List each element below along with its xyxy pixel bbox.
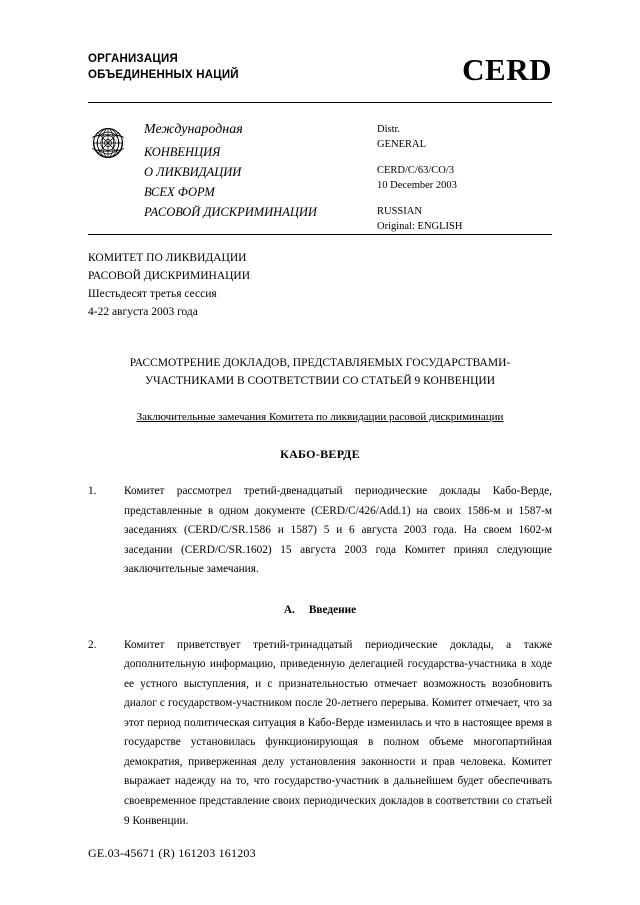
distr-value: GENERAL xyxy=(377,138,426,150)
paragraph-2 xyxy=(88,636,552,831)
convention-line-1: Международная xyxy=(144,122,243,137)
un-emblem-icon xyxy=(88,123,128,168)
committee-name-line-2: РАСОВОЙ ДИСКРИМИНАЦИИ xyxy=(88,269,251,282)
organization-line-2: ОБЪЕДИНЕННЫХ НАЦИЙ xyxy=(88,68,239,81)
country-heading: КАБО-ВЕРДЕ xyxy=(280,447,360,462)
document-original-language: Original: ENGLISH xyxy=(377,220,463,232)
document-title-line-2: УЧАСТНИКАМИ В СООТВЕТСТВИИ СО СТАТЬЕЙ 9 КОНВЕНЦИИ xyxy=(144,375,496,388)
convention-line-5: РАСОВОЙ ДИСКРИМИНАЦИИ xyxy=(144,205,317,220)
paragraph-2-number: 2. xyxy=(88,638,97,651)
masthead xyxy=(88,52,552,85)
document-language: RUSSIAN xyxy=(377,205,422,217)
committee-block xyxy=(88,250,552,321)
document-symbol: CERD/C/63/CO/3 xyxy=(377,164,455,176)
paragraph-2-text: Комитет приветствует третий-тринадцатый периодические доклады, а также дополнительную информацию, приведенную делегацией государства-участника в ходе ее устного выступления, и с признательностью отмечает возможность возобновить диалог с государством-участником после 20-летнего перерыва. Комитет отмечает, что за этот период политическая ситуация в Кабо-Верде изменилась и что в настоящее время в государстве установилась функционирующая в полном объеме многопартийная демократия, приверженная делу установления законности и прав человека. Комитет выражает надежду на то, что государство-участник в дальнейшем будет обеспечивать своевременное представление своих периодических докладов в соответствии со статьей 9 Конвенции. xyxy=(124,638,552,827)
paragraph-1-number: 1. xyxy=(88,485,97,498)
distribution-block xyxy=(377,119,552,234)
committee-dates: 4-22 августа 2003 года xyxy=(88,306,198,319)
footer-code: GE.03-45671 (R) 161203 161203 xyxy=(88,846,256,860)
convention-title xyxy=(128,119,377,223)
header-divider-bottom xyxy=(88,234,552,235)
paragraph-1 xyxy=(88,482,552,580)
section-a-title: Введение xyxy=(308,603,357,616)
distr-label: Distr. xyxy=(377,124,401,135)
convention-line-3: О ЛИКВИДАЦИИ xyxy=(144,164,242,179)
header-divider-top xyxy=(88,102,552,103)
committee-name-line-1: КОМИТЕТ ПО ЛИКВИДАЦИИ xyxy=(88,252,247,265)
document-subtitle: Заключительные замечания Комитета по ликвидации расовой дискриминации xyxy=(136,411,504,424)
document-title-line-1: РАССМОТРЕНИЕ ДОКЛАДОВ, ПРЕДСТАВЛЯЕМЫХ ГОСУДАРСТВАМИ- xyxy=(129,357,511,370)
document-date: 10 December 2003 xyxy=(377,179,457,191)
organization-line-1: ОРГАНИЗАЦИЯ xyxy=(88,53,178,65)
organization-name xyxy=(88,52,239,83)
document-title xyxy=(88,355,552,391)
section-a-letter: A. xyxy=(283,603,295,616)
paragraph-1-text: Комитет рассмотрел третий-двенадцатый периодические доклады Кабо-Верде, представленные в одном документе (CERD/C/426/Add.1) на своих 1586-м и 1587-м заседаниях (CERD/C/SR.1586 и 1587) 5 и 6 августа 2003 года. На своем 1602-м заседании (CERD/C/SR.1602) 15 августа 2003 года Комитет принял следующие заключительные замечания. xyxy=(124,485,552,576)
section-heading-a xyxy=(88,604,552,616)
convention-line-4: ВСЕХ ФОРМ xyxy=(144,185,215,200)
committee-session: Шестьдесят третья сессия xyxy=(88,287,217,300)
convention-block xyxy=(88,119,552,234)
convention-line-2: КОНВЕНЦИЯ xyxy=(144,144,221,159)
cerd-logo: CERD xyxy=(462,52,552,87)
